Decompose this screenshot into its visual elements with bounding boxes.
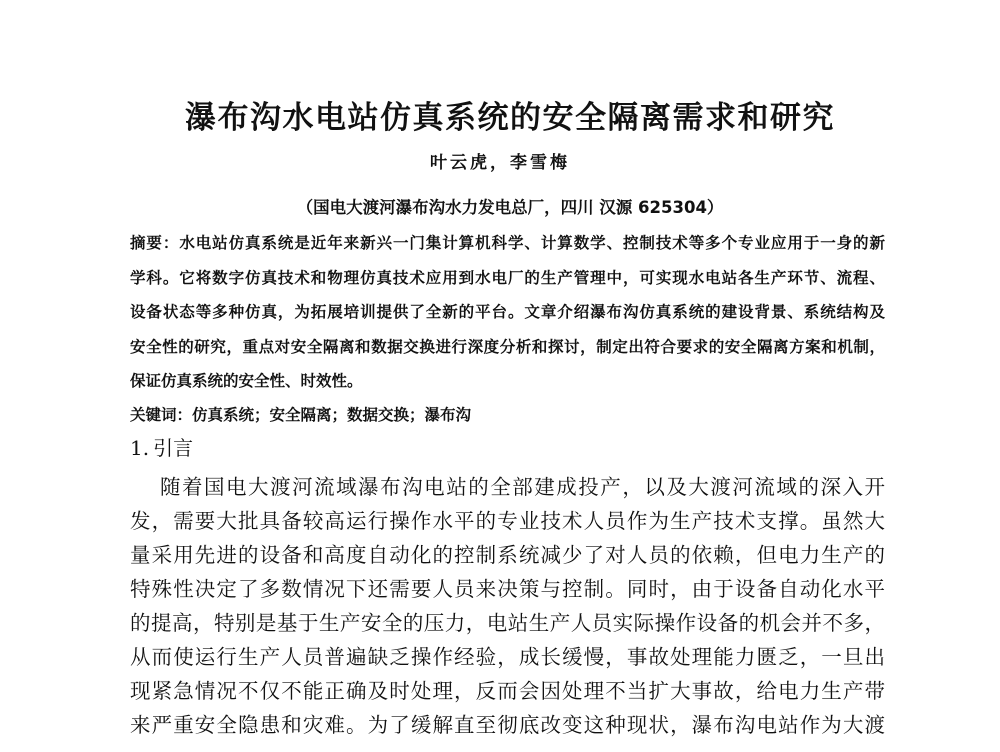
- body-line: 来严重安全隐患和灾难。为了缓解直至彻底改变这种现状，瀑布沟电站作为大渡: [130, 713, 885, 737]
- abstract-line: 保证仿真系统的安全性、时效性。: [130, 371, 363, 390]
- abstract-line: 设备状态等多种仿真，为拓展培训提供了全新的平台。文章介绍瀑布沟仿真系统的建设背景、系统结构及: [130, 302, 885, 321]
- section-heading: [130, 434, 193, 462]
- abstract-line: [130, 226, 885, 261]
- abstract-label: 摘要：: [130, 233, 180, 252]
- section-title: 引言: [153, 436, 194, 460]
- abstract-line-text: 水电站仿真系统是近年来新兴一门集计算机科学、计算数学、控制技术等多个专业应用于一身的新: [179, 233, 885, 252]
- body-line: 量采用先进的设备和高度自动化的控制系统减少了对人员的依赖，但电力生产的: [130, 543, 885, 567]
- abstract-line: 安全性的研究，重点对安全隔离和数据交换进行深度分析和探讨，制定出符合要求的安全隔离方案和机制，: [130, 336, 885, 356]
- body-line: 现紧急情况不仅不能正确及时处理，反而会因处理不当扩大事故，给电力生产带: [130, 679, 885, 703]
- keywords: [130, 403, 471, 427]
- body-line: 的提高，特别是基于生产安全的压力，电站生产人员实际操作设备的机会并不多，: [130, 611, 885, 635]
- abstract-line: 学科。它将数字仿真技术和物理仿真技术应用到水电厂的生产管理中，可实现水电站各生产环节、流程、: [130, 267, 885, 287]
- body-line: 随着国电大渡河流域瀑布沟电站的全部建成投产，以及大渡河流域的深入开: [160, 475, 885, 499]
- body-line: 发，需要大批具备较高运行操作水平的专业技术人员作为生产技术支撑。虽然大: [130, 509, 885, 533]
- section-number: 1.: [130, 436, 150, 460]
- abstract: [130, 226, 885, 399]
- keywords-text: 仿真系统；安全隔离；数据交换；瀑布沟: [192, 405, 472, 424]
- authors: 叶云虎，李雪梅: [430, 153, 570, 173]
- section-body: [130, 470, 885, 742]
- keywords-label: 关键词：: [130, 405, 193, 424]
- body-line: 从而使运行生产人员普遍缺乏操作经验，成长缓慢，事故处理能力匮乏，一旦出: [130, 645, 885, 669]
- paper-title: 瀑布沟水电站仿真系统的安全隔离需求和研究: [185, 100, 835, 136]
- body-line: 特殊性决定了多数情况下还需要人员来决策与控制。同时，由于设备自动化水平: [130, 577, 885, 601]
- affiliation: （国电大渡河瀑布沟水力发电总厂，四川 汉源 625304）: [296, 198, 724, 217]
